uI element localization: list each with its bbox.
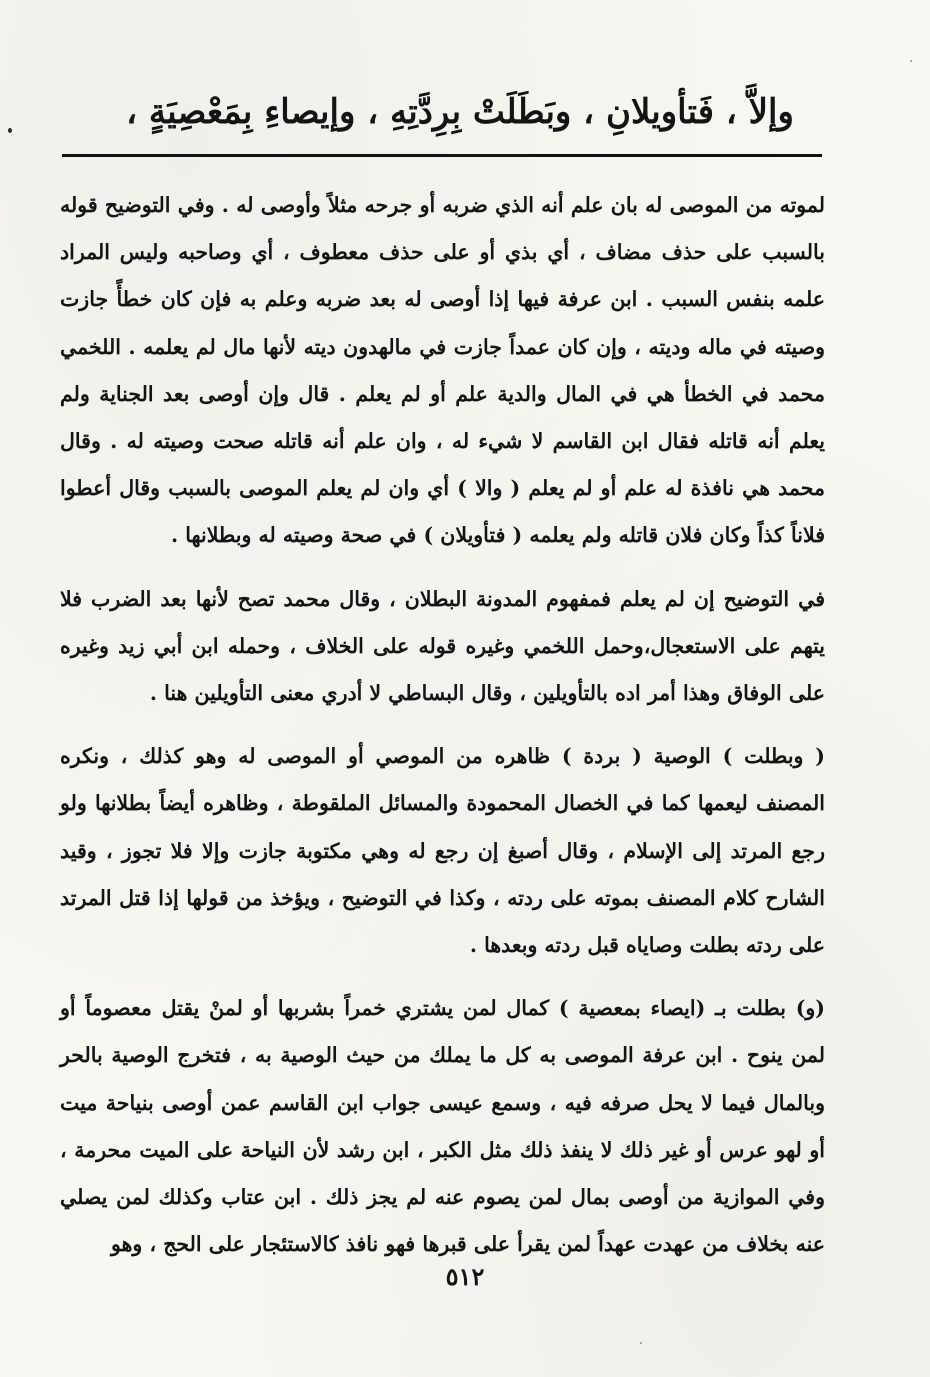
- page-header-title: وإلاَّ ، فَتأويلانِ ، وبَطَلَتْ بِرِدَّتِهِ ، وإيصاءِ بِمَعْصِيَةٍ ،: [126, 92, 794, 132]
- header-divider: [62, 154, 822, 157]
- paragraph-3: ( وبطلت ) الوصية ( بردة ) ظاهره من الموصي أو الموصى له وهو كذلك ، ونكره المصنف ليعمها كما في الخصال المحمودة والمسائل الملقوطة ، وظاهره أيضاً بطلانها ولو رجع المرتد إلى الإسلام ، وقال أصبغ إن رجع له وهي مكتوبة جازت وإلا فلا تجوز ، وقيد الشارح كلام المصنف بموته على ردته ، وكذا في التوضيح ، ويؤخذ من قولها إذا قتل المرتد على ردته بطلت وصاياه قبل ردته وبعدها .: [60, 744, 825, 958]
- scan-speck: [8, 128, 12, 133]
- paragraph-2: في التوضيح إن لم يعلم فمفهوم المدونة البطلان ، وقال محمد تصح لأنها بعد الضرب فلا يتهم على الاستعجال،وحمل اللخمي وغيره قوله على الخلاف ، وحمله ابن أبي زيد وغيره على الوفاق وهذا أمر اده بالتأويلين ، وقال البساطي لا أدري معنى التأويلين هنا .: [60, 586, 825, 706]
- paragraph-1: لموته من الموصى له بان علم أنه الذي ضربه أو جرحه مثلاً وأوصى له . وفي التوضيح قوله بالسبب على حذف مضاف ، أي بذي أو على حذف معطوف ، أي وصاحبه وليس المراد علمه بنفس السبب . ابن عرفة فيها إذا أوصى له بعد ضربه وعلم به فإن كان خطأً جازت وصيته في ماله وديته ، وإن كان عمداً جازت في مالهدون ديته لأنها مال لم يعلمه . اللخمي محمد في الخطأ هي في المال والدية علم أو لم يعلم . قال وإن أوصى بعد الجناية ولم يعلم أنه قاتله فقال ابن القاسم لا شيء له ، وان علم أنه قاتله صحت وصيته له . وقال محمد هي نافذة له علم أو لم يعلم ( والا ) أي وان لم يعلم الموصى بالسبب وقال أعطوا فلاناً كذاً وكان فلان قاتله ولم يعلمه ( فتأويلان ) في صحة وصيته له وبطلانها .: [60, 193, 825, 548]
- page-body: [60, 182, 825, 1268]
- scan-speck: [910, 60, 912, 62]
- paragraph-4: (و) بطلت بـ (ايصاء بمعصية ) كمال لمن يشتري خمراً بشربها أو لمنْ يقتل معصوماً أو لمن ينوح . ابن عرفة الموصى به كل ما يملك من حيث الوصية به ، فتخرج الوصية بالحر وبالمال فيما لا يحل صرفه فيه ، وسمع عيسى جواب ابن القاسم عمن أوصى بنياحة ميت أو لهو عرس أو غير ذلك لا ينفذ ذلك مثل الكبر ، ابن رشد لأن النياحة على الميت محرمة ، وفي الموازية من أوصى بمال لمن يصوم عنه لم يجز ذلك . ابن عتاب وكذلك لمن يصلي عنه بخلاف من عهدت عهداً لمن يقرأ على قبرها فهو نافذ كالاستئجار على الحج ، وهو: [60, 996, 825, 1257]
- page-number: ٥١٢: [445, 1262, 485, 1291]
- scan-speck: [640, 1342, 642, 1344]
